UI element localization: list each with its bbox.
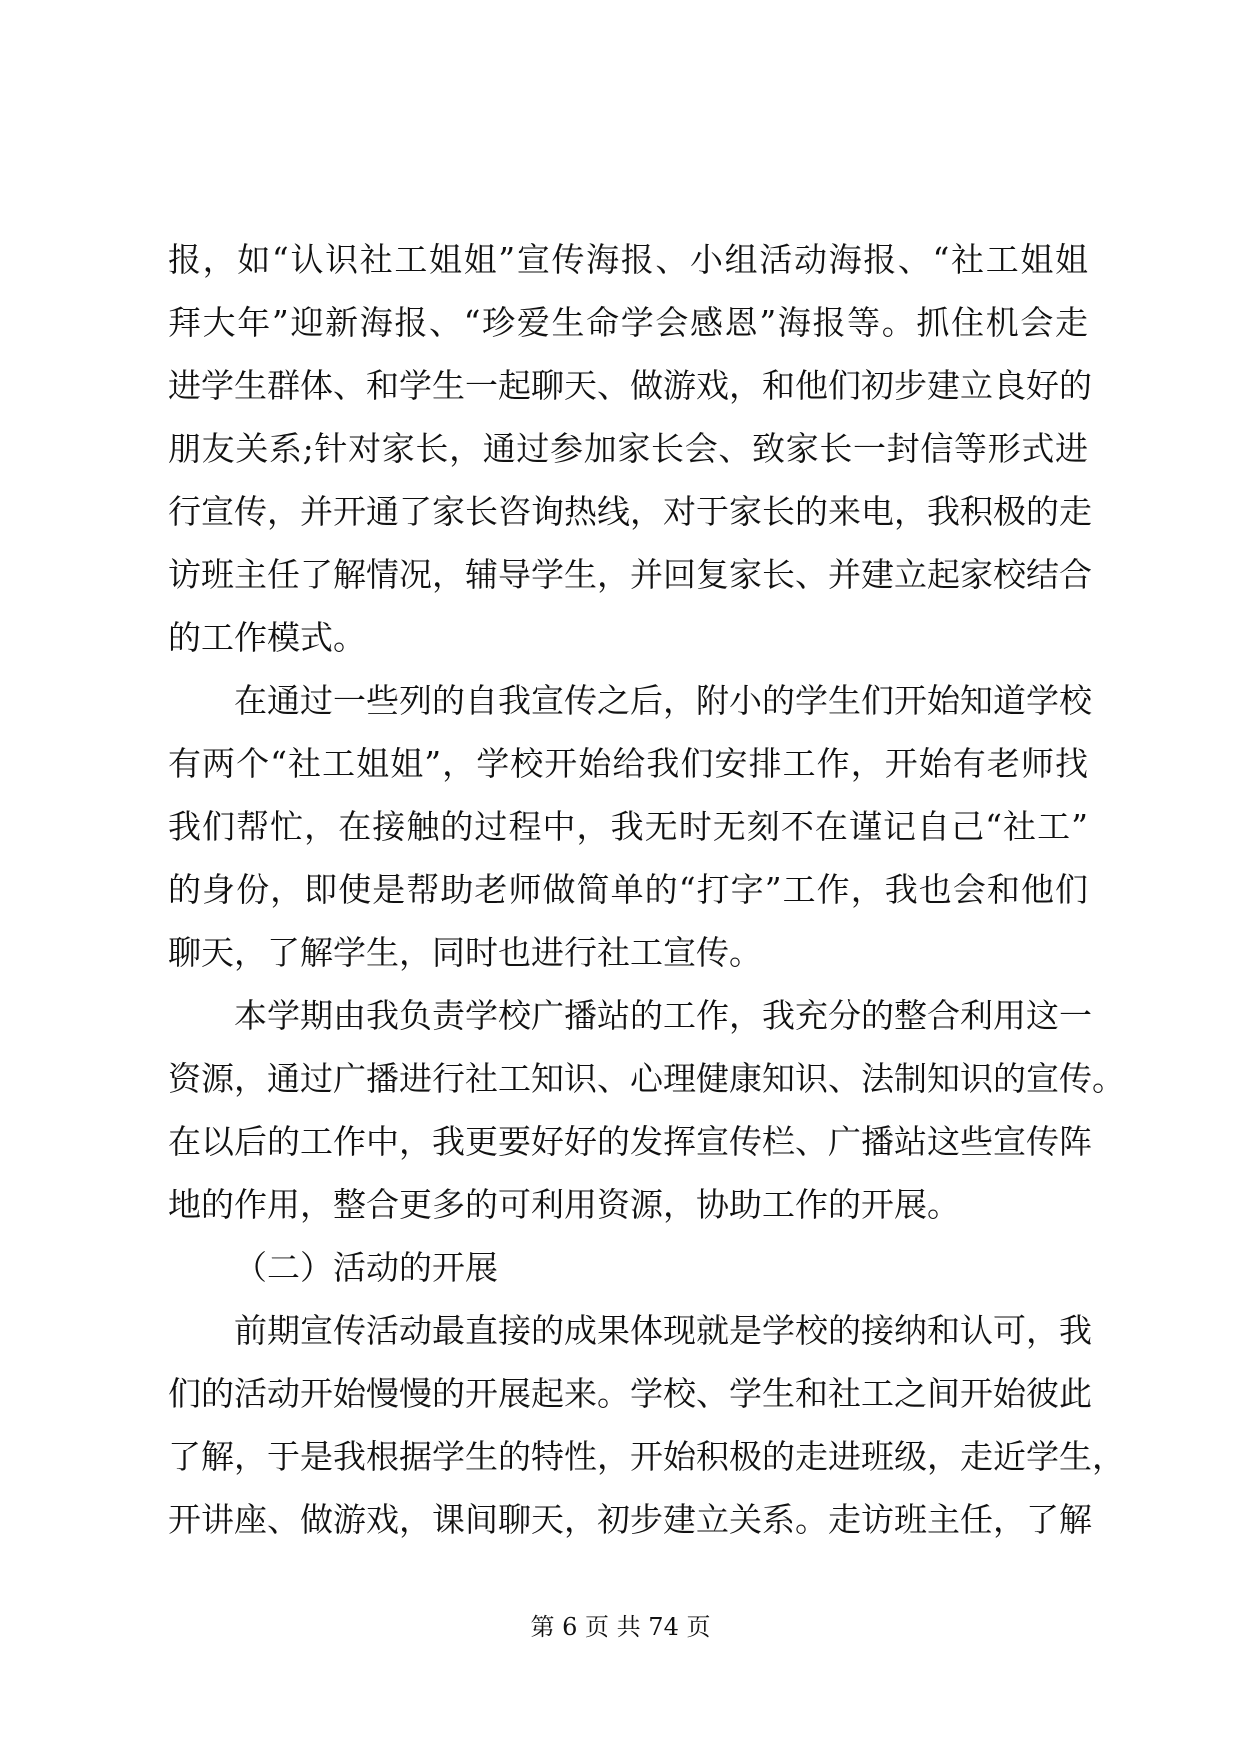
- text-line: 开讲座、做游戏，课间聊天，初步建立关系。走访班主任，了解: [168, 1500, 1092, 1539]
- section-heading: （二）活动的开展: [234, 1248, 498, 1287]
- text-line: 本学期由我负责学校广播站的工作，我充分的整合利用这一: [168, 996, 1092, 1035]
- text-line: 资源，通过广播进行社工知识、心理健康知识、法制知识的宣传。: [168, 1059, 1125, 1098]
- text-line: 报，如“认识社工姐姐”宣传海报、小组活动海报、“社工姐姐: [168, 240, 1088, 279]
- text-line: 地的作用，整合更多的可利用资源，协助工作的开展。: [168, 1185, 960, 1224]
- text-line: 的工作模式。: [168, 618, 366, 657]
- page-indicator: 第 6 页 共 74 页: [530, 1613, 711, 1641]
- text-line: 拜大年”迎新海报、“珍爱生命学会感恩”海报等。抓住机会走: [168, 303, 1088, 342]
- text-line: 的身份，即使是帮助老师做简单的“打字”工作，我也会和他们: [168, 870, 1088, 909]
- text-line: 在以后的工作中，我更要好好的发挥宣传栏、广播站这些宣传阵: [168, 1122, 1092, 1161]
- text-line: 前期宣传活动最直接的成果体现就是学校的接纳和认可，我: [168, 1311, 1092, 1350]
- text-line: 在通过一些列的自我宣传之后，附小的学生们开始知道学校: [168, 681, 1092, 720]
- document-body: [168, 228, 1125, 1551]
- text-line: 们的活动开始慢慢的开展起来。学校、学生和社工之间开始彼此: [168, 1374, 1092, 1413]
- text-line: 进学生群体、和学生一起聊天、做游戏，和他们初步建立良好的: [168, 366, 1092, 405]
- text-line: 了解，于是我根据学生的特性，开始积极的走进班级，走近学生，: [168, 1437, 1125, 1476]
- text-line: 聊天，了解学生，同时也进行社工宣传。: [168, 933, 762, 972]
- text-line: 朋友关系;针对家长，通过参加家长会、致家长一封信等形式进: [168, 429, 1088, 468]
- text-line: 行宣传，并开通了家长咨询热线，对于家长的来电，我积极的走: [168, 492, 1092, 531]
- page-footer: [0, 1612, 1241, 1642]
- text-line: 访班主任了解情况，辅导学生，并回复家长、并建立起家校结合: [168, 555, 1092, 594]
- text-line: 有两个“社工姐姐”，学校开始给我们安排工作，开始有老师找: [168, 744, 1088, 783]
- text-line: 我们帮忙，在接触的过程中，我无时无刻不在谨记自己“社工”: [168, 807, 1088, 846]
